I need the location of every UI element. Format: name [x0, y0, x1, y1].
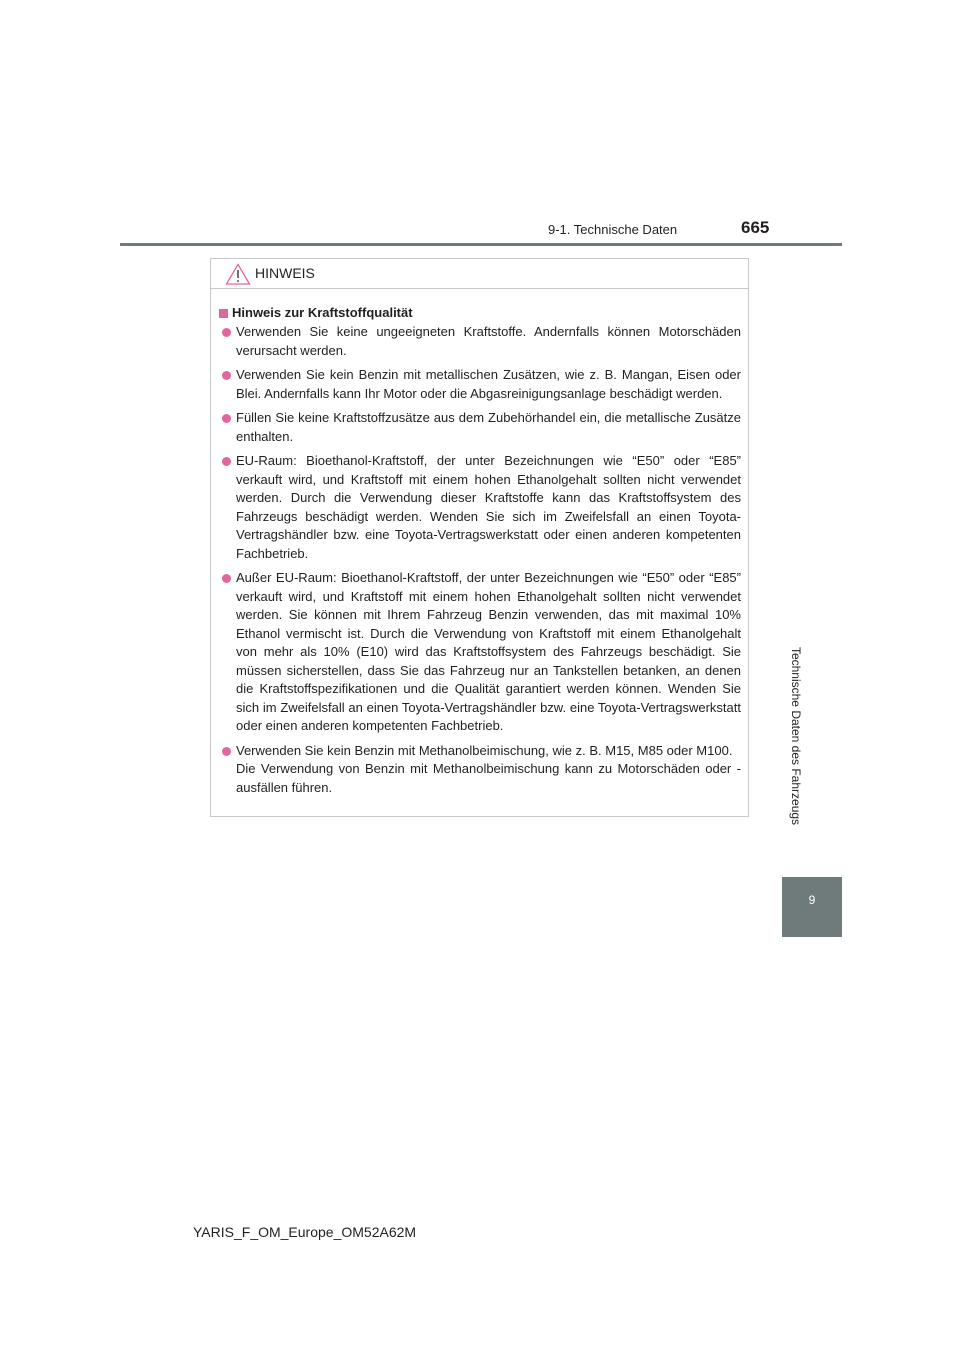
list-item-text: EU-Raum: Bioethanol-Kraftstoff, der unter Bezeichnungen wie “E50” oder “E85” verkauft wird, und Kraftstoff mit einem hohen Ethanolgehalt sollten nicht verwendet werden. Durch die Verwendung dieser Kraftstoffe kann das Kraftstoffsystem des Fahrzeugs beschädigt werden. Wenden Sie sich im Zweifelsfall an einen Toyota-Vertragshändler bzw. eine Toyota-Vertragswerkstatt oder einen anderen kompetenten Fachbetrieb. [236, 453, 741, 561]
bullet-icon [222, 414, 231, 423]
list-item [219, 409, 741, 446]
list-item-text: Verwenden Sie kein Benzin mit metallischen Zusätzen, wie z. B. Mangan, Eisen oder Blei. Andernfalls kann Ihr Motor oder die Abgasreinigungsanlage beschädigt werden. [236, 367, 741, 401]
list-item-text: Verwenden Sie keine ungeeigneten Kraftstoffe. Andernfalls können Motorschäden verursacht werden. [236, 324, 741, 358]
list-item-text: Füllen Sie keine Kraftstoffzusätze aus dem Zubehörhandel ein, die metallische Zusätze enthalten. [236, 410, 741, 444]
list-item [219, 366, 741, 403]
bullet-icon [222, 747, 231, 756]
document-code: YARIS_F_OM_Europe_OM52A62M [193, 1224, 417, 1240]
warning-triangle-icon [225, 263, 251, 285]
notice-header [211, 259, 748, 289]
list-item-text: Verwenden Sie kein Benzin mit Methanolbeimischung, wie z. B. M15, M85 oder M100. Die Verwendung von Benzin mit Methanolbeimischung kann zu Motorschäden oder -ausfällen führen. [236, 742, 741, 795]
chapter-number-tab: 9 [782, 877, 842, 937]
notice-section-title [219, 304, 741, 322]
list-item [219, 452, 741, 563]
section-header: 9-1. Technische Daten [548, 222, 678, 237]
notice-title: HINWEIS [255, 265, 315, 281]
list-item-text: Außer EU-Raum: Bioethanol-Kraftstoff, der unter Bezeichnungen wie “E50” oder “E85” verkauft wird, und Kraftstoff mit einem hohen Ethanolgehalt sollten nicht verwendet werden. Sie können mit Ihrem Fahrzeug Benzin verwenden, das mit maximal 10% Ethanol vermischt ist. Durch die Verwendung von Kraftstoff mit einem Ethanolgehalt von mehr als 10% (E10) wird das Kraftstoffsystem des Fahrzeugs beschädigt. Sie müssen sicherstellen, dass Sie das Fahrzeug nur an Tankstellen betanken, an denen die Kraftstoffspezifikationen und die Qualität garantiert werden können. Wenden Sie sich im Zweifelsfall an einen Toyota-Vertragshändler bzw. eine Toyota-Vertragswerkstatt oder einen anderen kompetenten Fachbetrieb. [236, 570, 741, 733]
page-number: 665 [741, 218, 770, 237]
bullet-icon [222, 371, 231, 380]
side-chapter-label-text: Technische Daten des Fahrzeugs [789, 646, 803, 826]
header-divider [120, 243, 842, 246]
side-chapter-label [781, 636, 811, 836]
list-item [219, 742, 741, 798]
notice-section-title-text: Hinweis zur Kraftstoffqualität [232, 305, 413, 320]
bullet-icon [222, 457, 231, 466]
list-item [219, 569, 741, 736]
square-bullet-icon [219, 309, 228, 318]
notice-body [211, 289, 748, 797]
bullet-icon [222, 574, 231, 583]
notice-box [210, 258, 749, 817]
list-item [219, 323, 741, 360]
bullet-icon [222, 328, 231, 337]
